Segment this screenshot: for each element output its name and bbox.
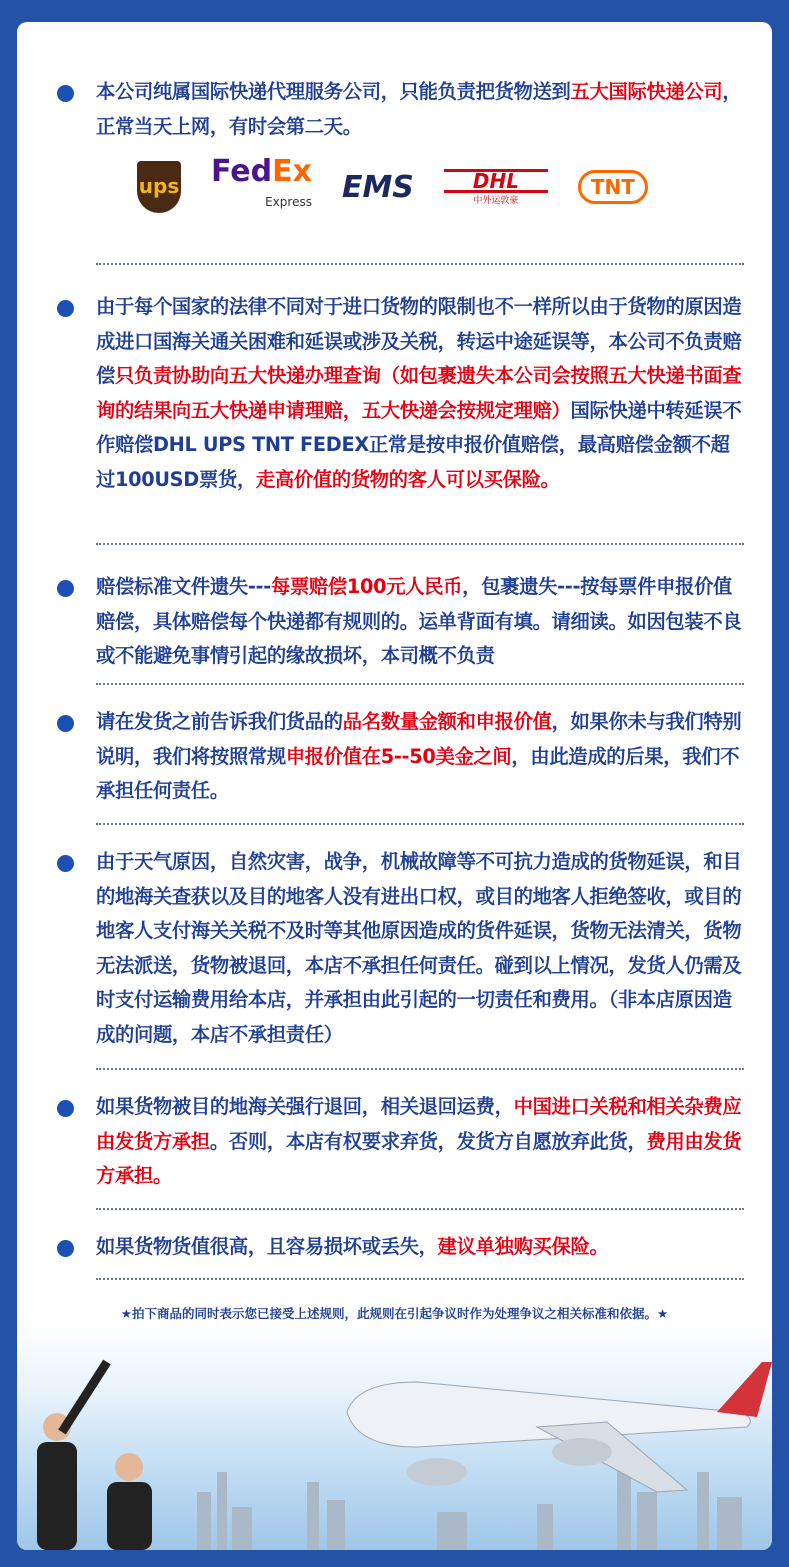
policy-item: [96, 290, 746, 497]
dotted-divider: [96, 683, 744, 685]
highlighted-text: 申报价值在5--50美金之间: [285, 744, 512, 768]
policy-text: ，由此造成的后果，我们不承担任何责任。: [96, 744, 740, 802]
ups-logo: ups: [137, 161, 181, 213]
airplane-city-image: [17, 1322, 772, 1550]
fedex-fed: Fed: [211, 154, 273, 189]
dotted-divider: [96, 263, 744, 265]
dotted-divider: [96, 1068, 744, 1070]
dotted-divider: [96, 1208, 744, 1210]
bullet-icon: [57, 855, 74, 872]
policy-text: 请在发货之前告诉我们货品的: [96, 710, 343, 733]
policy-text: 本公司纯属国际快递代理服务公司，只能负责把货物送到: [96, 80, 571, 103]
bullet-icon: [57, 85, 74, 102]
highlighted-text: 只负责协助向五大快递办理查询（如包裹遗失本公司会按照五大快递书面查询的结果向五大快递申请理赔，五大快递会按规定理赔）: [96, 364, 742, 422]
highlighted-text: 费用由发货方承担。: [96, 1129, 742, 1187]
policy-text: 赔偿标准文件遗失---: [96, 575, 271, 598]
dotted-divider: [96, 543, 744, 545]
highlighted-text: 建议单独购买保险。: [437, 1235, 609, 1258]
policy-item: [96, 845, 746, 1052]
policy-text: ，包裹遗失---按每票件申报价值赔偿，具体赔偿每个快递都有规则的。运单背面有填。请细读。如因包装不良或不能避免事情引起的缘故损坏，本司概不负责: [96, 575, 742, 667]
dhl-text: DHL: [444, 169, 548, 193]
policy-item: [96, 705, 746, 809]
dotted-divider: [96, 1278, 744, 1280]
highlighted-text: 走高价值的货物的客人可以买保险。: [255, 467, 560, 491]
policy-text: 由于每个国家的法律不同对于进口货物的限制也不一样所以由于货物的原因造成进口国海关通关困难和延误或涉及关税，转运中途延误等，本公司不负责赔偿: [96, 295, 742, 387]
policy-text: ，如果你未与我们特别说明，我们将按照常规: [96, 710, 742, 768]
fedex-logo: [211, 154, 312, 217]
policy-text: 国际快递中转延误不作赔偿DHL UPS TNT FEDEX正常是按申报价值赔偿，最高赔偿金额不超过100USD票货，: [96, 398, 742, 491]
policy-text: 。否则，本店有权要求弃货，发货方自愿放弃此货，: [209, 1129, 647, 1153]
policy-card: [17, 22, 772, 1550]
bullet-icon: [57, 1240, 74, 1257]
policy-item: [96, 570, 746, 674]
policy-text: ，正常当天上网，有时会第二天。: [96, 80, 742, 138]
courier-logos: [137, 154, 648, 217]
dhl-logo: [444, 169, 548, 206]
bullet-icon: [57, 580, 74, 597]
dhl-sub: 中外运敦豪: [473, 195, 519, 206]
footer-notice: ★拍下商品的同时表示您已接受上述规则，此规则在引起争议时作为处理争议之相关标准和依据。★: [120, 1306, 669, 1321]
policy-item: [96, 1230, 746, 1265]
ems-logo: EMS: [341, 169, 414, 205]
dotted-divider: [96, 823, 744, 825]
tnt-logo: TNT: [578, 170, 648, 204]
highlighted-text: 中国进口关税和相关杂费应由发货方承担: [96, 1095, 742, 1153]
bullet-icon: [57, 1100, 74, 1117]
highlighted-text: 每票赔偿100元人民币: [270, 575, 463, 598]
policy-text: 由于天气原因，自然灾害，战争，机械故障等不可抗力造成的货物延误，和目的地海关查获以及目的地客人没有进出口权，或目的地客人拒绝签收，或目的地客人支付海关关税不及时等其他原因造成的货件延误，货物无法清关，货物无法派送，货物被退回，本店不承担任何责任。碰到以上情况，发货人仍需及时支付运输费用给本店，并承担由此引起的一切责任和费用。（非本店原因造成的问题，本店不承担责任）: [96, 850, 742, 1046]
bullet-icon: [57, 300, 74, 317]
fedex-ex: Ex: [272, 154, 312, 189]
policy-text: 如果货物被目的地海关强行退回，相关退回运费，: [96, 1095, 514, 1118]
highlighted-text: 五大国际快递公司: [570, 80, 723, 103]
airplane-scene-illustration: [17, 1322, 772, 1550]
policy-item: [96, 1090, 746, 1194]
highlighted-text: 品名数量金额和申报价值: [342, 710, 552, 733]
policy-text: 如果货物货值很高，且容易损坏或丢失，: [96, 1235, 438, 1258]
fedex-sub: Express: [265, 195, 312, 209]
bullet-icon: [57, 715, 74, 732]
policy-item: [96, 75, 746, 144]
